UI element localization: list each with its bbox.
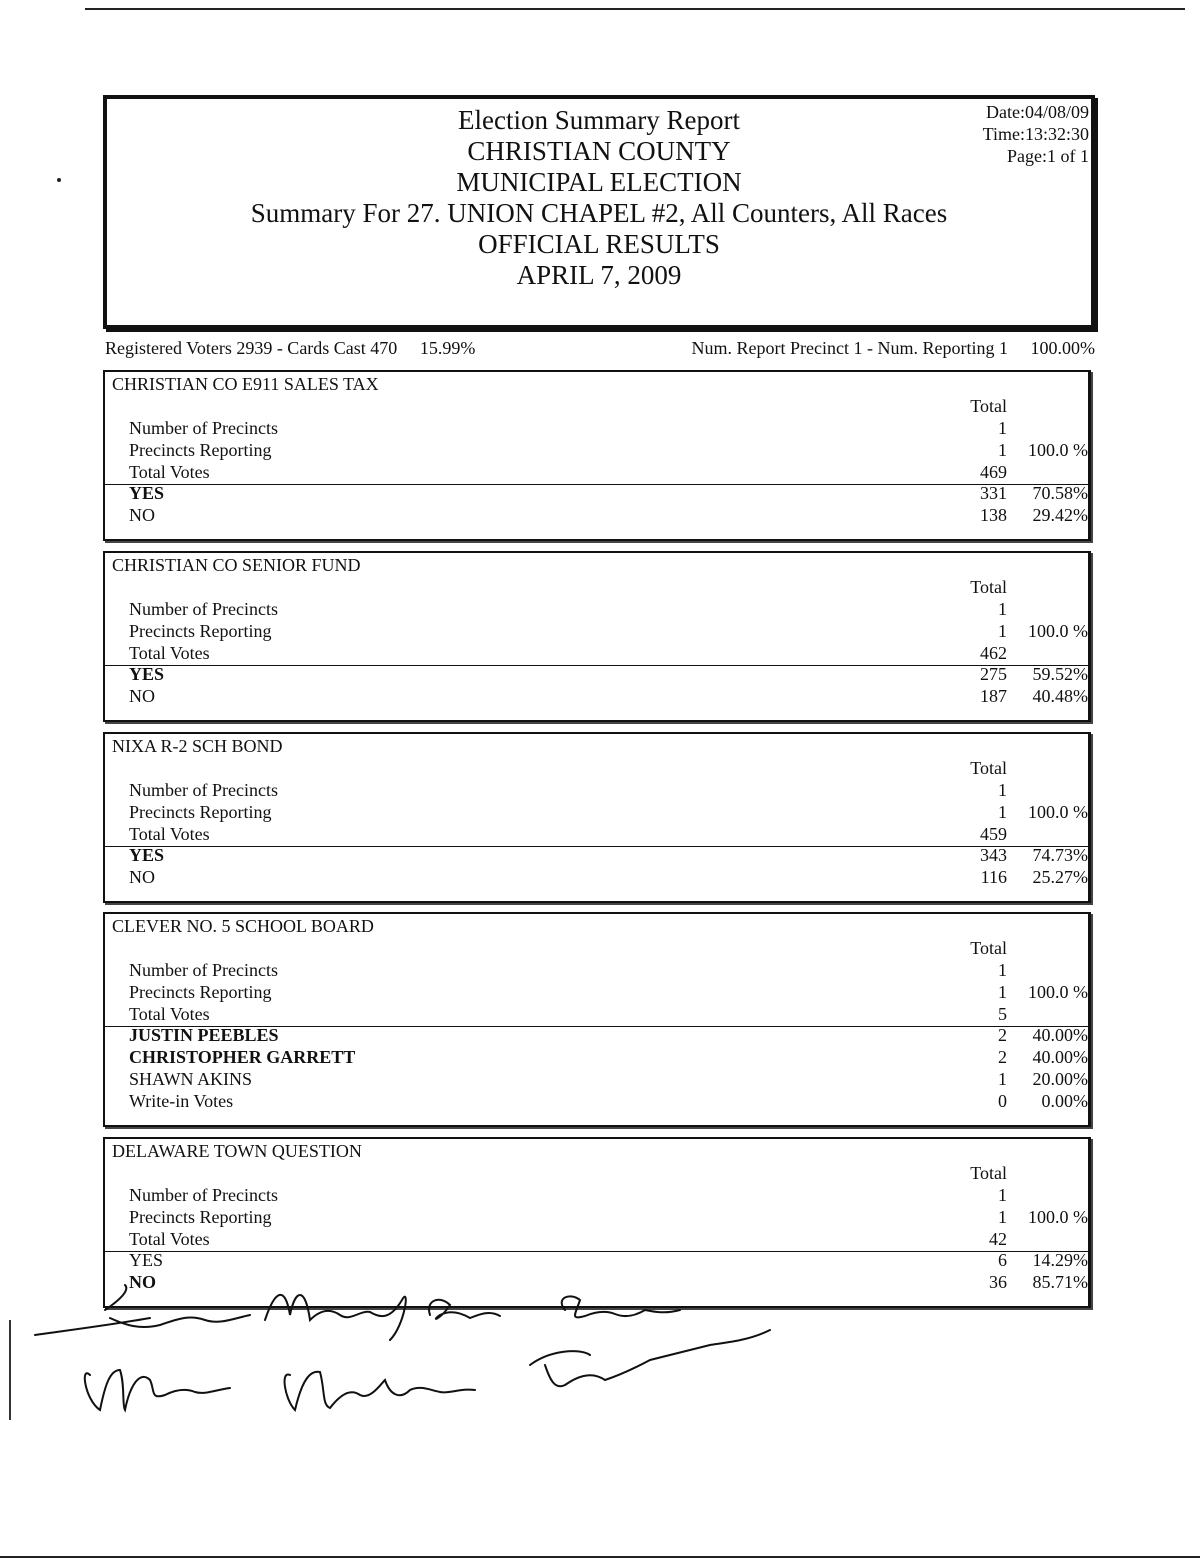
vote-percent: 85.71%	[1032, 1272, 1088, 1293]
stat-label: Number of Precincts	[129, 780, 278, 800]
result-row	[105, 483, 1088, 505]
result-row	[105, 1091, 1088, 1113]
choice-label: NO	[129, 686, 155, 707]
stat-row	[105, 621, 1088, 643]
vote-count: 275	[980, 664, 1007, 685]
stat-row	[105, 599, 1088, 621]
stat-row	[105, 824, 1088, 846]
vote-count: 469	[980, 461, 1007, 482]
total-column-header: Total	[970, 396, 1007, 416]
result-row	[105, 664, 1088, 686]
report-title-block	[107, 105, 1091, 291]
choice-label: YES	[129, 664, 165, 685]
vote-count: 2	[998, 1025, 1007, 1046]
stat-row	[105, 1207, 1088, 1229]
race-box	[103, 912, 1091, 1127]
vote-count: 1	[998, 620, 1007, 641]
stat-row	[105, 802, 1088, 824]
vote-count: 138	[980, 505, 1007, 526]
report-header	[103, 95, 1095, 329]
report-time: Time:13:32:30	[982, 124, 1089, 144]
vote-count: 1	[998, 960, 1007, 980]
stat-label: Total Votes	[129, 461, 210, 482]
race-title: DELAWARE TOWN QUESTION	[112, 1141, 362, 1161]
election-type: MUNICIPAL ELECTION	[456, 167, 742, 197]
result-row	[105, 505, 1088, 527]
vote-count: 331	[980, 483, 1007, 504]
vote-percent: 59.52%	[1032, 664, 1088, 685]
turnout-percent: 15.99%	[419, 338, 476, 358]
vote-percent: 100.0 %	[1028, 1206, 1088, 1227]
stat-row	[105, 780, 1088, 802]
vote-count: 116	[980, 867, 1007, 888]
vote-count: 5	[998, 1003, 1007, 1024]
report-title: Election Summary Report	[458, 105, 740, 135]
total-column-header: Total	[970, 1163, 1007, 1183]
vote-count: 1	[998, 1069, 1007, 1089]
race-box	[103, 370, 1091, 541]
vote-count: 187	[980, 686, 1007, 707]
result-row	[105, 867, 1088, 889]
choice-label: CHRISTOPHER GARRETT	[129, 1047, 356, 1068]
result-row	[105, 1047, 1088, 1069]
county-name: CHRISTIAN COUNTY	[467, 136, 731, 166]
stat-label: Precincts Reporting	[129, 1206, 272, 1227]
vote-percent: 40.48%	[1032, 686, 1088, 707]
vote-percent: 25.27%	[1032, 867, 1088, 888]
vote-percent: 100.0 %	[1028, 620, 1088, 641]
vote-count: 462	[980, 642, 1007, 663]
choice-label: JUSTIN PEEBLES	[129, 1025, 279, 1046]
stat-label: Number of Precincts	[129, 1185, 278, 1205]
vote-percent: 40.00%	[1032, 1025, 1088, 1046]
vote-count: 1	[998, 439, 1007, 460]
vote-count: 1	[998, 780, 1007, 800]
result-row	[105, 1069, 1088, 1091]
report-meta	[983, 101, 1089, 167]
vote-count: 343	[980, 845, 1007, 866]
signatures	[30, 1270, 830, 1450]
scan-edge-mark	[9, 1320, 11, 1420]
election-date: APRIL 7, 2009	[516, 260, 682, 290]
reporting-percent: 100.00%	[1030, 338, 1095, 358]
stat-row	[105, 418, 1088, 440]
stat-label: Number of Precincts	[129, 599, 278, 619]
results-status: OFFICIAL RESULTS	[478, 229, 720, 259]
stat-label: Total Votes	[129, 1003, 210, 1024]
vote-count: 1	[998, 1185, 1007, 1205]
page-number: Page:1 of 1	[1007, 146, 1089, 166]
vote-count: 6	[998, 1250, 1007, 1271]
choice-label: YES	[129, 1250, 164, 1271]
vote-count: 1	[998, 599, 1007, 619]
stat-row	[105, 1229, 1088, 1251]
total-column-header: Total	[970, 577, 1007, 597]
stat-row	[105, 1185, 1088, 1207]
vote-count: 1	[998, 981, 1007, 1002]
vote-count: 2	[998, 1047, 1007, 1068]
vote-count: 0	[998, 1090, 1007, 1111]
race-title: NIXA R-2 SCH BOND	[112, 736, 283, 756]
race-box	[103, 732, 1091, 903]
stat-row	[105, 982, 1088, 1004]
vote-count: 1	[998, 418, 1007, 438]
choice-label: NO	[129, 867, 155, 888]
total-column-header: Total	[970, 758, 1007, 778]
scan-edge-bottom	[0, 1556, 1200, 1558]
choice-label: Write-in Votes	[129, 1090, 234, 1111]
vote-count: 42	[989, 1228, 1007, 1249]
race-title: CHRISTIAN CO E911 SALES TAX	[112, 374, 379, 394]
stat-label: Number of Precincts	[129, 960, 278, 980]
choice-label: NO	[129, 505, 155, 526]
choice-label: NO	[129, 1272, 156, 1293]
scan-speck	[57, 178, 61, 182]
stat-row	[105, 462, 1088, 484]
race-title: CHRISTIAN CO SENIOR FUND	[112, 555, 361, 575]
vote-percent: 14.29%	[1032, 1250, 1088, 1271]
vote-percent: 20.00%	[1032, 1069, 1088, 1089]
total-column-header: Total	[970, 938, 1007, 958]
scan-edge-top	[85, 8, 1185, 10]
vote-percent: 70.58%	[1032, 483, 1088, 504]
result-row	[105, 686, 1088, 708]
turnout-summary	[105, 338, 1095, 359]
vote-percent: 40.00%	[1032, 1047, 1088, 1068]
stat-row	[105, 960, 1088, 982]
choice-label: YES	[129, 845, 165, 866]
stat-row	[105, 643, 1088, 665]
vote-percent: 0.00%	[1041, 1090, 1088, 1111]
stat-row	[105, 1004, 1088, 1026]
stat-label: Precincts Reporting	[129, 981, 272, 1002]
result-row	[105, 1025, 1088, 1047]
vote-count: 36	[989, 1272, 1007, 1293]
vote-percent: 100.0 %	[1028, 801, 1088, 822]
vote-percent: 29.42%	[1032, 505, 1088, 526]
vote-percent: 74.73%	[1032, 845, 1088, 866]
registered-voters: Registered Voters 2939 - Cards Cast 470	[105, 338, 398, 358]
stat-label: Precincts Reporting	[129, 439, 272, 460]
choice-label: YES	[129, 483, 165, 504]
stat-row	[105, 440, 1088, 462]
stat-label: Total Votes	[129, 642, 210, 663]
vote-count: 459	[980, 823, 1007, 844]
stat-label: Precincts Reporting	[129, 801, 272, 822]
precincts-reporting: Num. Report Precinct 1 - Num. Reporting 1	[691, 338, 1008, 358]
vote-count: 1	[998, 801, 1007, 822]
race-title: CLEVER NO. 5 SCHOOL BOARD	[112, 916, 374, 936]
stat-label: Precincts Reporting	[129, 620, 272, 641]
stat-label: Total Votes	[129, 1228, 210, 1249]
vote-percent: 100.0 %	[1028, 981, 1088, 1002]
choice-label: SHAWN AKINS	[129, 1069, 253, 1089]
report-date: Date:04/08/09	[986, 102, 1089, 122]
vote-percent: 100.0 %	[1028, 439, 1088, 460]
stat-label: Total Votes	[129, 823, 210, 844]
result-row	[105, 845, 1088, 867]
stat-label: Number of Precincts	[129, 418, 278, 438]
vote-count: 1	[998, 1206, 1007, 1227]
summary-scope: Summary For 27. UNION CHAPEL #2, All Counters, All Races	[250, 198, 948, 228]
race-box	[103, 551, 1091, 722]
